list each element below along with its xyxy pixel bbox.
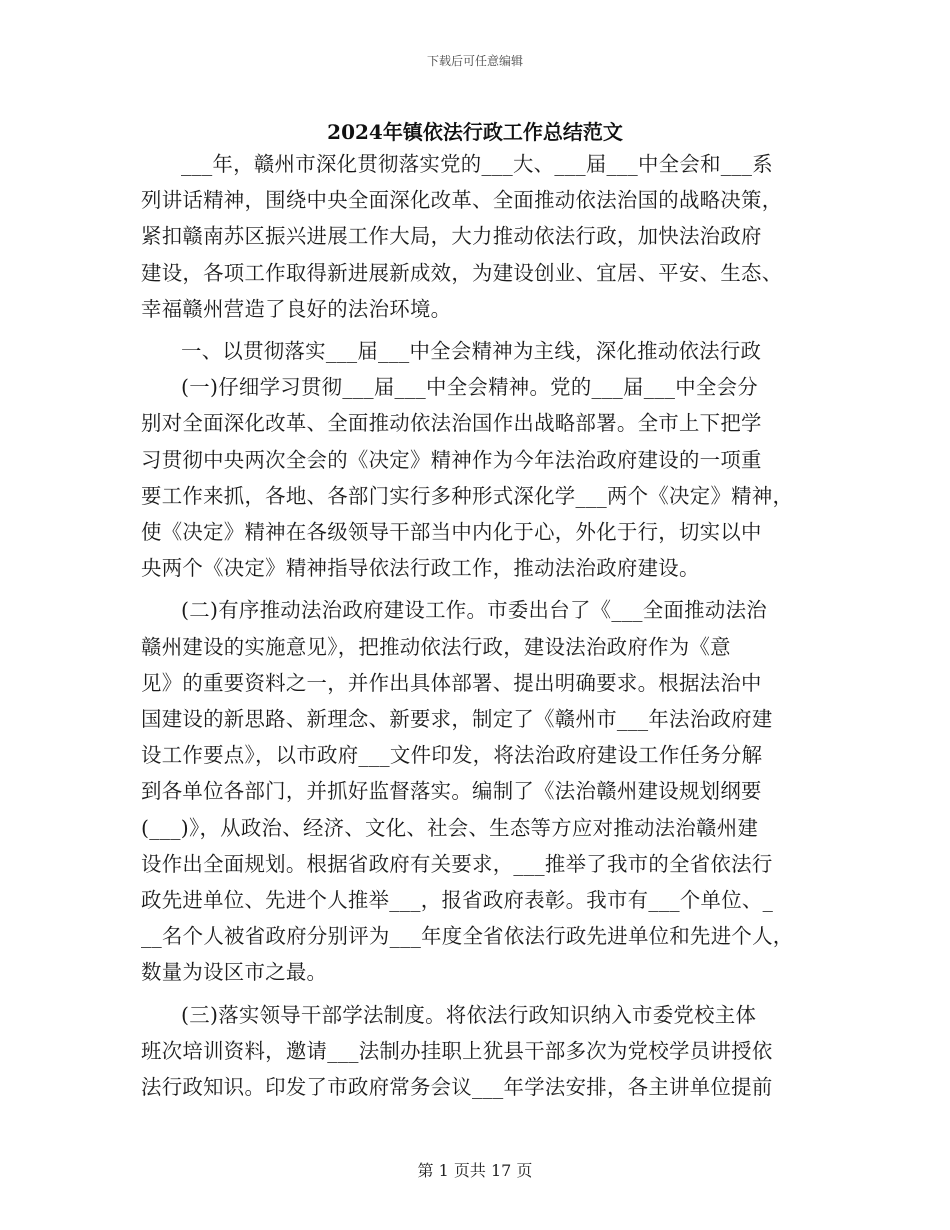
page-footer: 第 1 页共 17 页 (417, 1161, 533, 1180)
text-line: 别对全面深化改革、全面推动依法治国作出战略部署。全市上下把学 (141, 411, 762, 436)
text-line: 政先进单位、先进个人推举___，报省政府表彰。我市有___个单位、_ (141, 888, 774, 913)
text-line: 数量为设区市之最。 (141, 960, 328, 985)
text-line: 要工作来抓，各地、各部门实行多种形式深化学___两个《决定》精神， (141, 483, 794, 508)
text-line: (二)有序推动法治政府建设工作。市委出台了《___全面推动法治 (181, 598, 767, 623)
text-line: 幸福赣州营造了良好的法治环境。 (141, 296, 452, 321)
text-line: 见》的重要资料之一，并作出具体部署、提出明确要求。根据法治中 (141, 670, 762, 695)
text-line: 列讲话精神，围绕中央全面深化改革、全面推动依法治国的战略决策， (141, 188, 783, 213)
text-line: 到各单位各部门，并抓好监督落实。编制了《法治赣州建设规划纲要 (141, 779, 762, 804)
text-line: 习贯彻中央两次全会的《决定》精神作为今年法治政府建设的一项重 (141, 447, 762, 472)
text-line: 法行政知识。印发了市政府常务会议___年学法安排，各主讲单位提前 (141, 1075, 773, 1100)
text-line: 央两个《决定》精神指导依法行政工作，推动法治政府建设。 (141, 556, 700, 581)
document-title: 2024年镇依法行政工作总结范文 (327, 120, 623, 144)
text-line: 一、以贯彻落实___届___中全会精神为主线，深化推动依法行政 (181, 339, 762, 364)
text-line: (___)》，从政治、经济、文化、社会、生态等方应对推动法治赣州建 (141, 815, 759, 840)
section-heading-1 (141, 333, 811, 369)
text-line: 国建设的新思路、新理念、新要求，制定了《赣州市___年法治政府建 (141, 707, 773, 732)
text-line: 建设，各项工作取得新进展新成效，为建设创业、宜居、平安、生态、 (141, 260, 783, 285)
document-body (141, 146, 811, 1105)
text-line: 设作出全面规划。根据省政府有关要求，___推举了我市的全省依法行 (141, 851, 773, 876)
text-line: (三)落实领导干部学法制度。将依法行政知识纳入市委党校主体 (181, 1002, 757, 1027)
text-line: 班次培训资料，邀请___法制办挂职上犹县干部多次为党校学员讲授依 (141, 1038, 773, 1063)
paragraph-subsection-3 (141, 997, 811, 1106)
text-line: 赣州建设的实施意见》，把推动依法行政，建设法治政府作为《意 (141, 634, 731, 659)
text-line: 设工作要点》，以市政府___文件印发，将法治政府建设工作任务分解 (141, 743, 763, 768)
header-note: 下载后可任意编辑 (426, 54, 523, 68)
text-line: 使《决定》精神在各级领导干部当中内化于心，外化于行，切实以中 (141, 520, 762, 545)
text-line: ___年，赣州市深化贯彻落实党的___大、___届___中全会和___系 (181, 152, 773, 176)
paragraph-subsection-1 (141, 369, 811, 586)
paragraph-intro (141, 146, 811, 327)
text-line: (一)仔细学习贯彻___届___中全会精神。党的___届___中全会分 (181, 375, 758, 400)
text-line: 紧扣赣南苏区振兴进展工作大局，大力推动依法行政，加快法治政府 (141, 224, 762, 249)
paragraph-subsection-2 (141, 592, 811, 990)
text-line: __名个人被省政府分别评为___年度全省依法行政先进单位和先进个人， (141, 924, 794, 949)
